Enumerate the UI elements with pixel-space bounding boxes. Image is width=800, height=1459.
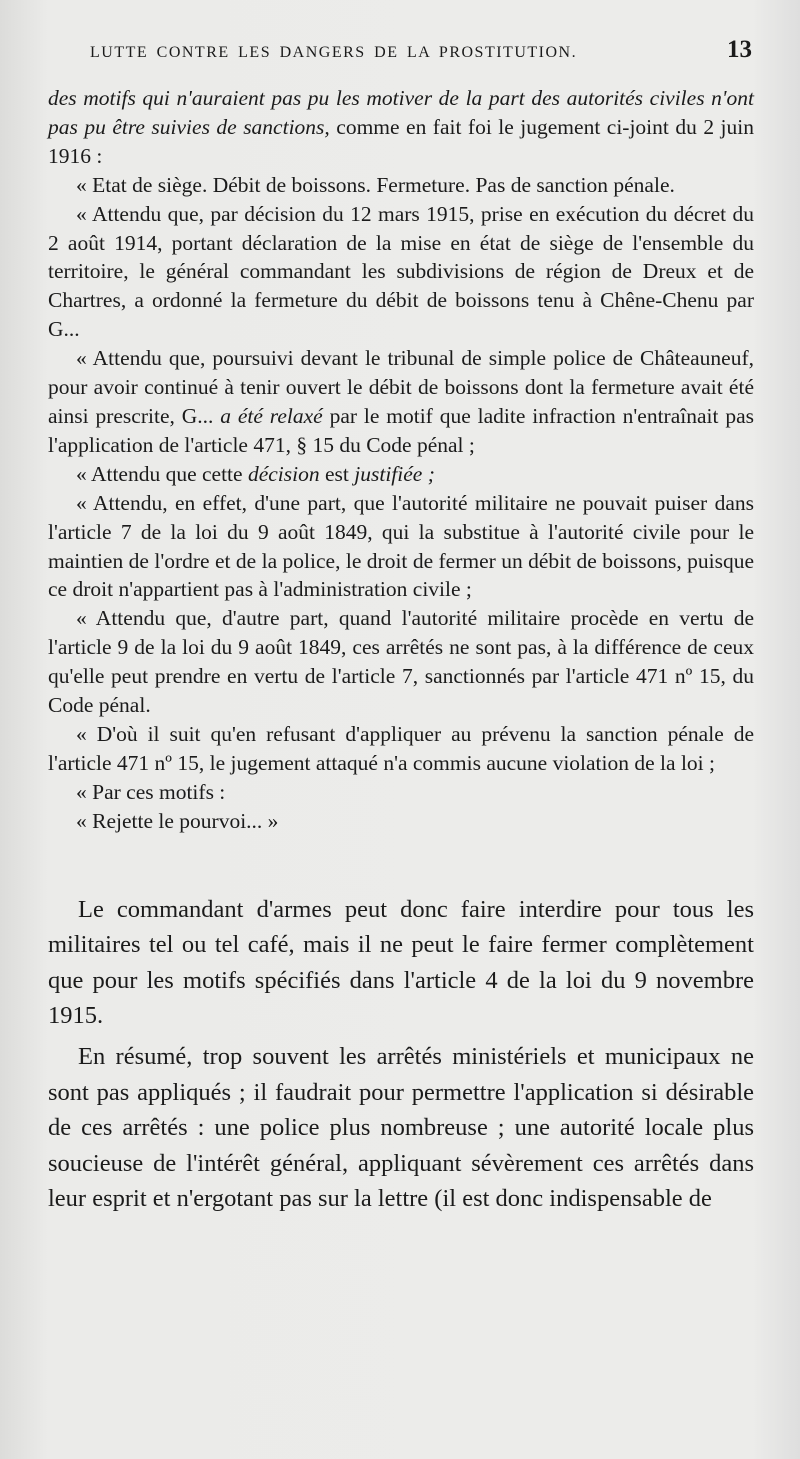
- quote-paragraph: « Attendu que, poursuivi devant le tribunal de simple police de Châteauneuf, pour avoir continué à tenir ouvert le débit de boissons dont la fermeture avait été ainsi prescrite, G... a été relaxé par le motif que ladite infraction n'entraînait pas l'application de l'article 471, § 15 du Code pénal ;: [48, 346, 754, 457]
- italic-phrase: a été relaxé: [220, 403, 323, 428]
- quote-paragraph: « Attendu que cette décision est justifiée ;: [76, 461, 435, 486]
- judgment-quote: [48, 84, 754, 836]
- body-paragraph: En résumé, trop souvent les arrêtés ministériels et municipaux ne sont pas appliqués ; il faudrait pour permettre l'application si désirable de ces arrêtés : une police plus nombreuse ; une autorité locale plus soucieuse de l'intérêt général, appliquant sévèrement ces arrêtés dans leur esprit et n'ergotant pas sur la lettre (il est donc indispensable de: [48, 1042, 754, 1213]
- running-title: LUTTE CONTRE LES DANGERS DE LA PROSTITUTION.: [90, 44, 578, 61]
- quote-paragraph: « D'où il suit qu'en refusant d'appliquer au prévenu la sanction pénale de l'article 471 nº 15, le jugement attaqué n'a commis aucune violation de la loi ;: [48, 721, 754, 775]
- italic-phrase: décision: [247, 461, 320, 486]
- page-number: 13: [727, 36, 752, 63]
- quote-paragraph: « Attendu que, par décision du 12 mars 1915, prise en exécution du décret du 2 août 1914, portant déclaration de la mise en état de siège de l'ensemble du territoire, le général commandant les subdivisions de région de Dreux et de Chartres, a ordonné la fermeture du débit de boissons tenu à Chêne-Chenu par G...: [48, 201, 754, 342]
- section-gap: [48, 836, 754, 892]
- quote-paragraph: « Etat de siège. Débit de boissons. Fermeture. Pas de sanction pénale.: [76, 172, 675, 197]
- running-header: [90, 36, 752, 84]
- italic-phrase: justifiée ;: [354, 461, 435, 486]
- quote-paragraph: « Attendu, en effet, d'une part, que l'autorité militaire ne pouvait puiser dans l'article 7 de la loi du 9 août 1849, qui la substitue à l'autorité civile pour le maintien de l'ordre et de la police, le droit de fermer un débit de boissons, puisque ce droit n'appartient pas à l'administration civile ;: [48, 490, 754, 602]
- quote-paragraph: « Attendu que, d'autre part, quand l'autorité militaire procède en vertu de l'article 9 de la loi du 9 août 1849, ces arrêtés ne sont pas, à la différence de ceux qu'elle peut prendre en vertu de l'article 7, sanctionnés par l'article 471 nº 15, du Code pénal.: [48, 606, 754, 718]
- quote-paragraph: des motifs qui n'auraient pas pu les motiver de la part des autorités civiles n'ont pas pu être suivies de sanctions, comme en fait foi le jugement ci-joint du 2 juin 1916 :: [48, 86, 754, 168]
- quote-paragraph: « Rejette le pourvoi... »: [76, 808, 279, 833]
- quote-paragraph: « Par ces motifs :: [76, 779, 226, 804]
- body-paragraph: Le commandant d'armes peut donc faire interdire pour tous les militaires tel ou tel café, mais il ne peut le faire fermer complètement que pour les motifs spécifiés dans l'article 4 de la loi du 9 novembre 1915.: [48, 895, 754, 1030]
- main-text: [48, 892, 754, 1217]
- italic-phrase: des motifs qui n'auraient pas pu les motiver de la part des autorités civiles n'ont pas pu être suivies de sanctions,: [48, 86, 754, 139]
